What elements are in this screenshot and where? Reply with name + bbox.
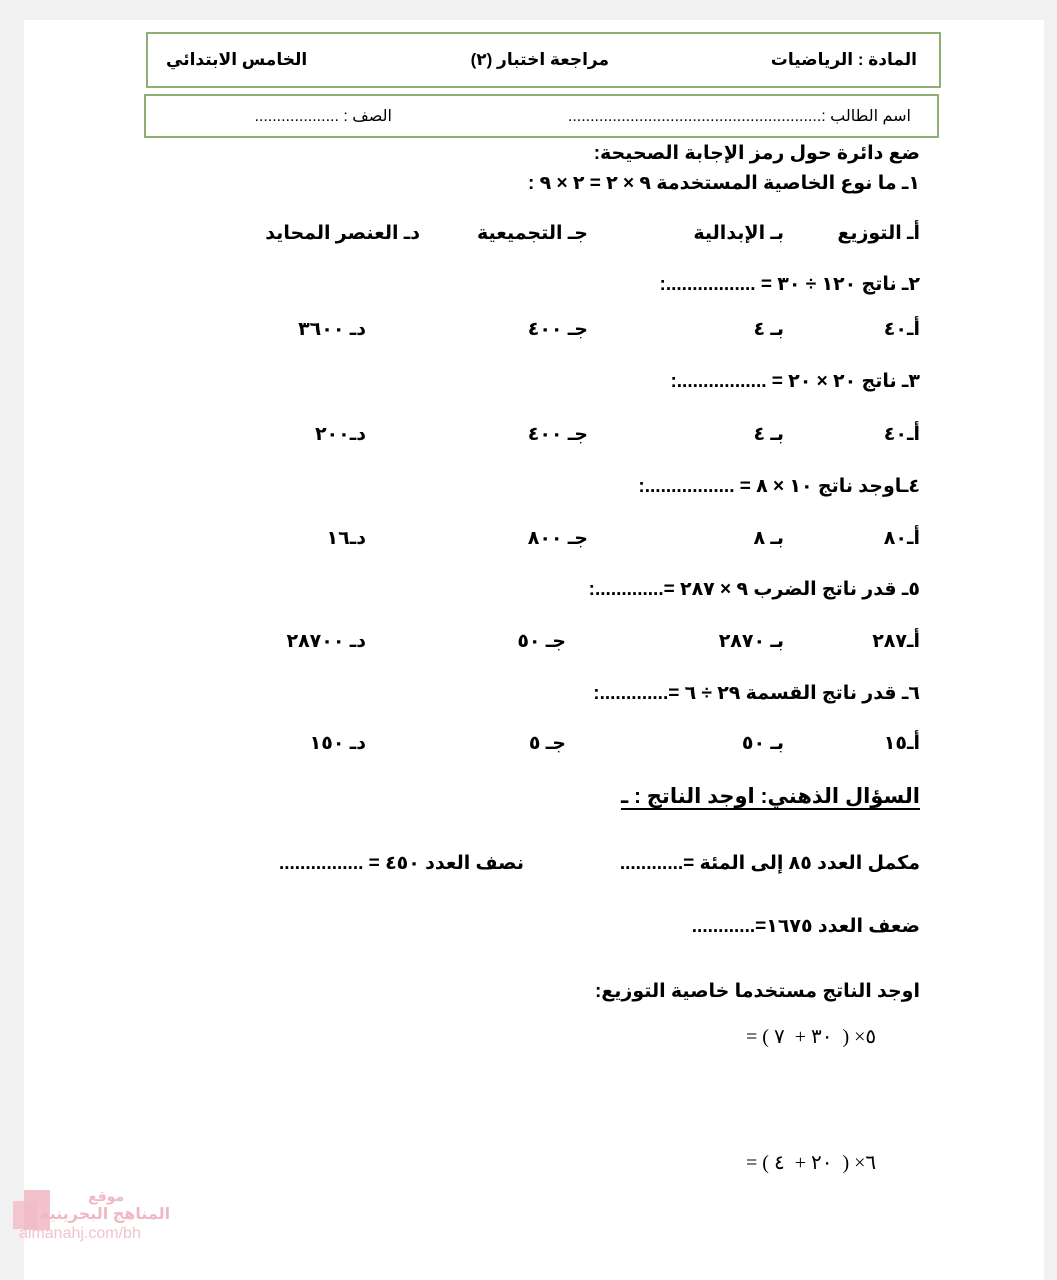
watermark-url: almanahj.com/bh	[19, 1225, 141, 1242]
q5-option-b[interactable]: بـ ٢٨٧٠	[718, 631, 784, 652]
q1-option-c[interactable]: جـ التجميعية	[476, 223, 588, 244]
q5-option-d[interactable]: دـ ٢٨٧٠٠	[286, 631, 366, 652]
worksheet-title: مراجعة اختبار (٢)	[470, 50, 609, 69]
instructions: ضع دائرة حول رمز الإجابة الصحيحة:	[593, 143, 920, 164]
mental-math-title: السؤال الذهني: اوجد الناتج : ـ	[620, 785, 920, 808]
student-info-box	[144, 94, 939, 138]
header-box	[146, 32, 941, 88]
q4-option-c[interactable]: جـ ٨٠٠	[527, 528, 588, 549]
q3-option-a[interactable]: أـ٤٠	[883, 424, 920, 445]
mental-item-complement: مكمل العدد ٨٥ إلى المئة =............	[619, 853, 920, 874]
q6-option-d[interactable]: دـ ١٥٠	[309, 733, 366, 754]
watermark-line2: المناهج البحرينية	[40, 1206, 171, 1223]
q3-option-b[interactable]: بـ ٤	[753, 424, 784, 445]
mental-item-half: نصف العدد ٤٥٠ = ................	[278, 853, 524, 874]
subject-label: المادة : الرياضيات	[770, 50, 917, 69]
question-5: ٥ـ قدر ناتج الضرب ٩ × ٢٨٧ =.............:	[588, 579, 920, 600]
watermark-line1: موقع	[88, 1188, 125, 1204]
distributive-equation-2: = ( ٢٠ + ٤ ) ×٦	[746, 1152, 877, 1174]
q6-option-b[interactable]: بـ ٥٠	[741, 733, 784, 754]
question-2: ٢ـ ناتج ١٢٠ ÷ ٣٠ = .................:	[659, 274, 920, 295]
q6-option-c[interactable]: جـ ٥	[528, 733, 566, 754]
q4-option-a[interactable]: أـ٨٠	[883, 528, 920, 549]
watermark-logo	[0, 1190, 170, 1270]
class-field[interactable]: الصف : ...................	[254, 108, 392, 125]
q3-option-d[interactable]: دـ٢٠٠	[314, 424, 366, 445]
mental-item-double: ضعف العدد ١٦٧٥=............	[691, 916, 920, 937]
question-1: ١ـ ما نوع الخاصية المستخدمة ٩ × ٢ = ٢ × ٩ :	[528, 173, 920, 194]
worksheet-page	[24, 20, 1044, 1280]
question-6: ٦ـ قدر ناتج القسمة ٢٩ ÷ ٦ =.............:	[593, 683, 920, 704]
q5-option-c[interactable]: جـ ٥٠	[517, 631, 566, 652]
q4-option-b[interactable]: بـ ٨	[753, 528, 784, 549]
distributive-title: اوجد الناتج مستخدما خاصية التوزيع:	[594, 981, 920, 1002]
q2-option-d[interactable]: دـ ٣٦٠٠	[298, 319, 366, 340]
question-3: ٣ـ ناتج ٢٠ × ٢٠ = .................:	[670, 371, 920, 392]
q5-option-a[interactable]: أـ٢٨٧	[872, 631, 920, 652]
q1-option-a[interactable]: أـ التوزيع	[837, 223, 920, 244]
q2-option-b[interactable]: بـ ٤	[753, 319, 784, 340]
q1-option-d[interactable]: دـ العنصر المحايد	[265, 223, 420, 244]
distributive-equation-1: = ( ٣٠ + ٧ ) ×٥	[746, 1026, 877, 1048]
question-4: ٤ـاوجد ناتج ١٠ × ٨ = .................:	[638, 476, 920, 497]
q1-option-b[interactable]: بـ الإبدالية	[693, 223, 784, 244]
q3-option-c[interactable]: جـ ٤٠٠	[527, 424, 588, 445]
student-name-field[interactable]: اسم الطالب :.........................................................	[567, 108, 911, 125]
q4-option-d[interactable]: دـ١٦	[326, 528, 366, 549]
q6-option-a[interactable]: أـ١٥	[883, 733, 920, 754]
q2-option-a[interactable]: أـ٤٠	[883, 319, 920, 340]
q2-option-c[interactable]: جـ ٤٠٠	[527, 319, 588, 340]
grade-label: الخامس الابتدائي	[166, 50, 308, 69]
